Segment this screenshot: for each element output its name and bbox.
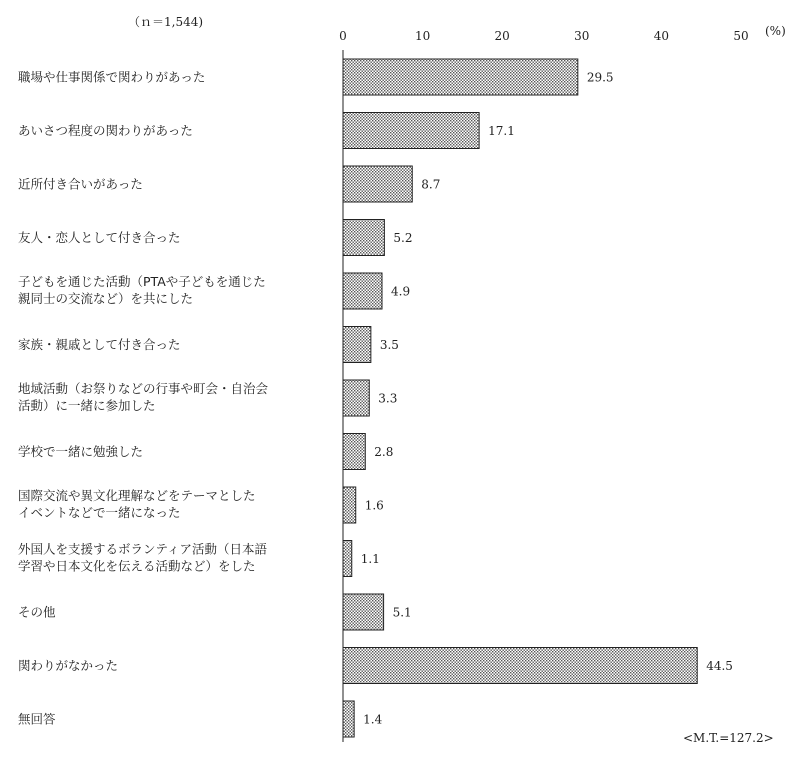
category-label-line: イベントなどで一緒になった [18, 505, 181, 520]
category-label: 職場や仕事関係で関わりがあった [18, 69, 206, 85]
bar [343, 113, 479, 149]
bar [343, 273, 382, 309]
bar [343, 648, 697, 684]
bar [343, 487, 356, 523]
bar [343, 380, 369, 416]
category-label [18, 274, 266, 306]
value-label: 5.1 [392, 605, 412, 620]
category-label-line: 子どもを通じた活動（PTAや子どもを通じた [18, 274, 266, 289]
unit-label: (%) [765, 24, 786, 38]
sample-size-note: （ｎ＝1,544) [128, 15, 204, 29]
category-label: 家族・親戚として付き合った [18, 337, 181, 352]
value-label: 2.8 [374, 445, 394, 459]
x-tick-label: 40 [653, 29, 670, 43]
category-label: 友人・恋人として付き合った [18, 230, 181, 245]
value-label: 1.6 [364, 498, 384, 513]
value-label: 5.2 [393, 231, 413, 245]
bar [343, 166, 412, 202]
category-label-line: 親同士の交流など）を共にした [18, 291, 194, 306]
category-label: 学校で一緒に勉強した [18, 444, 144, 459]
category-labels [18, 70, 269, 727]
x-tick-label: 20 [494, 29, 510, 43]
value-label: 1.1 [360, 552, 380, 566]
value-label: 44.5 [706, 659, 733, 673]
value-label: 3.5 [379, 338, 399, 352]
value-labels [361, 71, 733, 727]
category-label-line: 外国人を支援するボランティア活動（日本語 [18, 541, 268, 557]
category-label [18, 488, 256, 520]
bar [343, 434, 365, 470]
category-label: 関わりがなかった [18, 658, 119, 673]
category-label: その他 [18, 604, 56, 620]
category-label-line: 地域活動（お祭りなどの行事や町会・自治会 [18, 381, 269, 396]
x-tick-label: 50 [733, 29, 749, 43]
x-tick-label: 0 [339, 29, 347, 43]
value-label: 17.1 [488, 124, 515, 138]
bar [343, 701, 354, 737]
value-label: 1.4 [363, 712, 383, 727]
total-note: <M.T.=127.2> [683, 731, 774, 745]
value-label: 3.3 [378, 391, 398, 406]
category-label [18, 381, 269, 413]
bar [343, 59, 578, 95]
value-label: 4.9 [391, 284, 411, 299]
value-label: 29.5 [586, 70, 614, 85]
category-label: あいさつ程度の関わりがあった [18, 123, 193, 138]
category-label [18, 542, 268, 574]
bar [343, 327, 371, 363]
bar [343, 541, 352, 577]
category-label: 無回答 [18, 711, 56, 727]
category-label-line: 活動）に一緒に参加した [18, 398, 156, 413]
x-axis-ticks [339, 29, 748, 43]
x-tick-label: 30 [574, 29, 590, 43]
bar [343, 220, 384, 256]
category-label-line: 学習や日本文化を伝える活動など）をした [18, 558, 256, 574]
value-label: 8.7 [421, 177, 441, 192]
x-tick-label: 10 [414, 29, 431, 43]
category-label: 近所付き合いがあった [18, 176, 143, 192]
bar [343, 594, 384, 630]
category-label-line: 国際交流や異文化理解などをテーマとした [18, 488, 256, 503]
